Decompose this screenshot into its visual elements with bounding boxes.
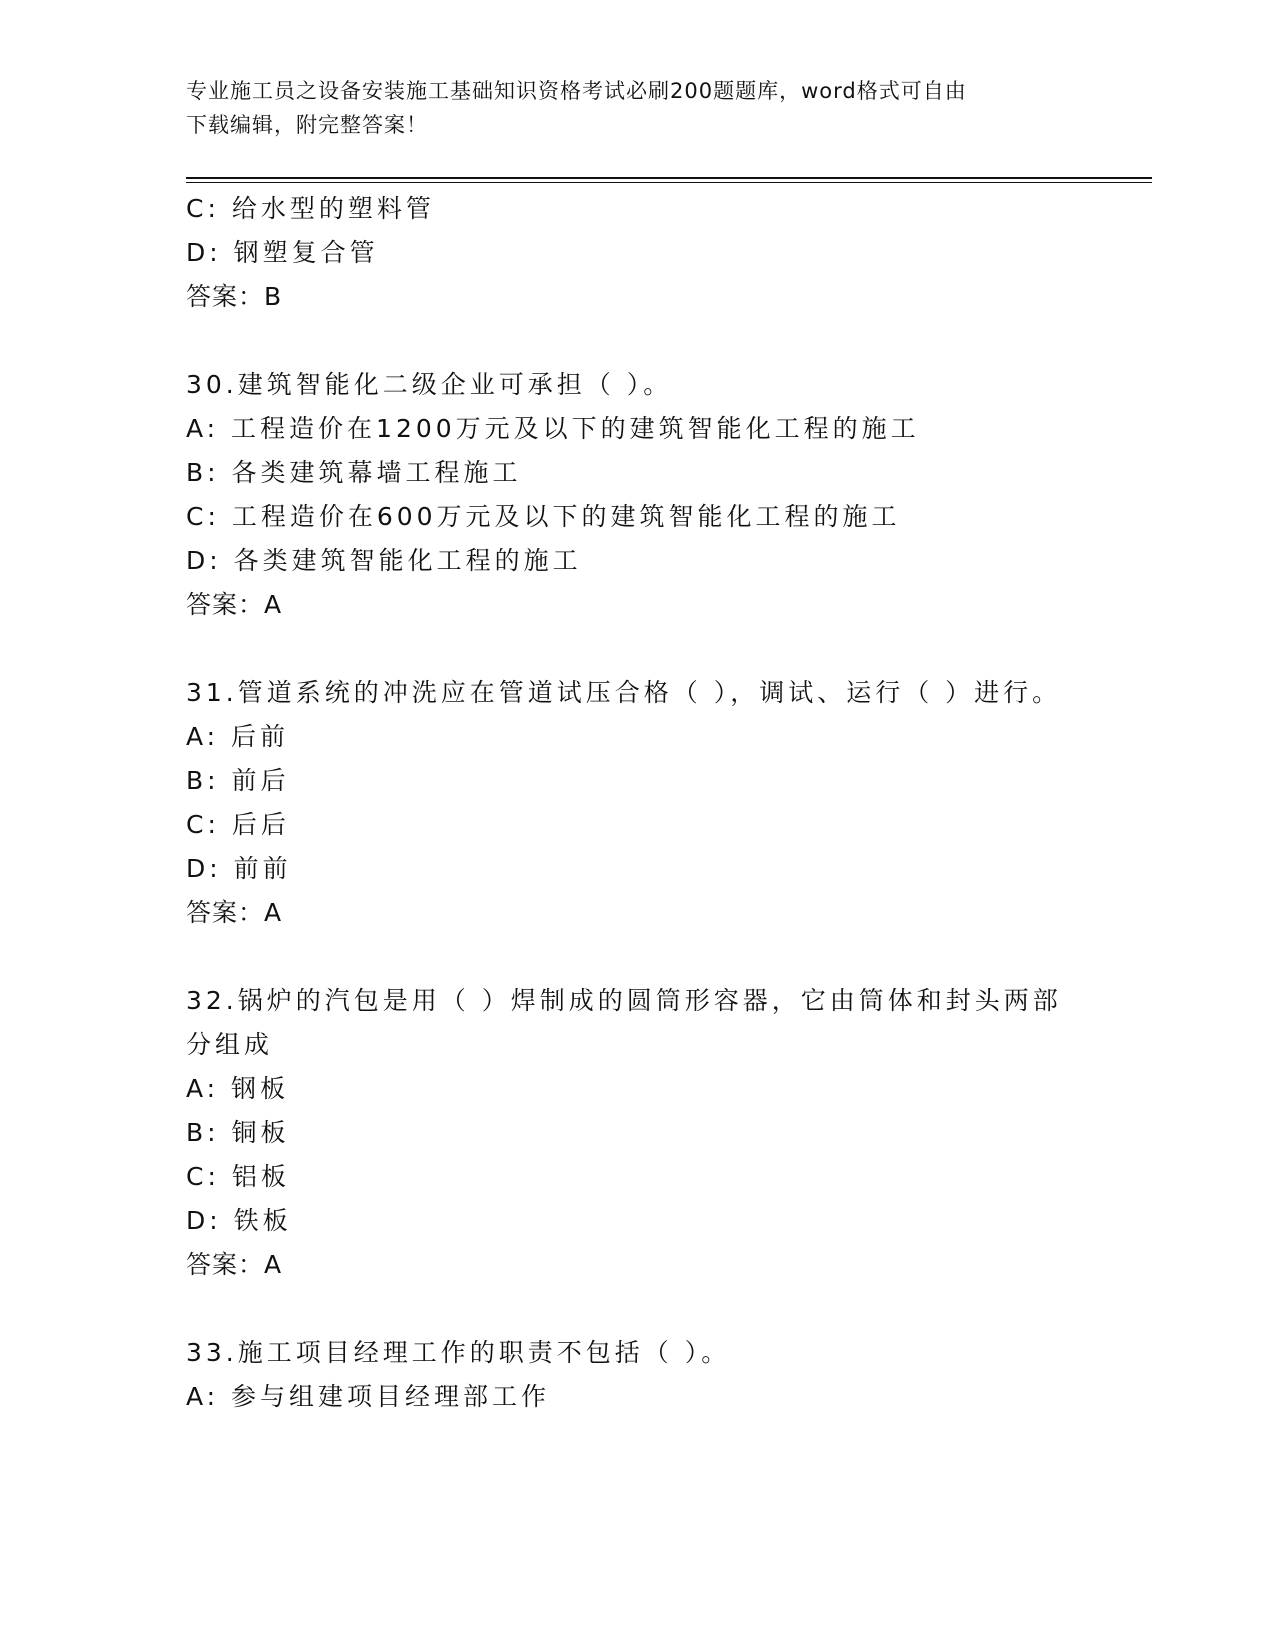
question-32-option-a: A: 钢板 [186,1074,290,1103]
question-31-option-b: B: 前后 [186,766,290,795]
prev-question-option-d: D: 钢塑复合管 [186,238,379,267]
question-30-option-c: C: 工程造价在600万元及以下的建筑智能化工程的施工 [186,502,901,531]
question-31-option-c: C: 后后 [186,810,290,839]
question-32-option-b: B: 铜板 [186,1118,290,1147]
question-32-option-d: D: 铁板 [186,1206,292,1235]
question-32-option-c: C: 铝板 [186,1162,290,1191]
header-title-line-2: 下载编辑，附完整答案！ [186,113,428,137]
header-title-line-1: 专业施工员之设备安装施工基础知识资格考试必刷200题题库，word格式可自由 [186,79,967,103]
question-31-option-d: D: 前前 [186,854,292,883]
question-33-option-a: A: 参与组建项目经理部工作 [186,1382,551,1411]
question-30-option-b: B: 各类建筑幕墙工程施工 [186,458,522,487]
question-30-answer: 答案：A [186,590,283,619]
header-divider-thick [186,177,1152,179]
question-30-stem: 30.建筑智能化二级企业可承担（ ）。 [186,370,673,399]
question-32-stem-line-2: 分组成 [186,1030,274,1059]
question-31-stem: 31.管道系统的冲洗应在管道试压合格（ ），调试、运行（ ）进行。 [186,678,1062,707]
question-31-answer: 答案：A [186,898,283,927]
question-31-option-a: A: 后前 [186,722,290,751]
question-32-stem-line-1: 32.锅炉的汽包是用（ ）焊制成的圆筒形容器，它由筒体和封头两部 [186,986,1062,1015]
prev-question-option-c: C: 给水型的塑料管 [186,194,435,223]
question-33-stem: 33.施工项目经理工作的职责不包括（ ）。 [186,1338,731,1367]
question-32-answer: 答案：A [186,1250,283,1279]
prev-question-answer: 答案：B [186,282,283,311]
document-header [186,74,1066,142]
question-30-option-a: A: 工程造价在1200万元及以下的建筑智能化工程的施工 [186,414,920,443]
header-divider-thin [186,182,1152,183]
question-30-option-d: D: 各类建筑智能化工程的施工 [186,546,582,575]
